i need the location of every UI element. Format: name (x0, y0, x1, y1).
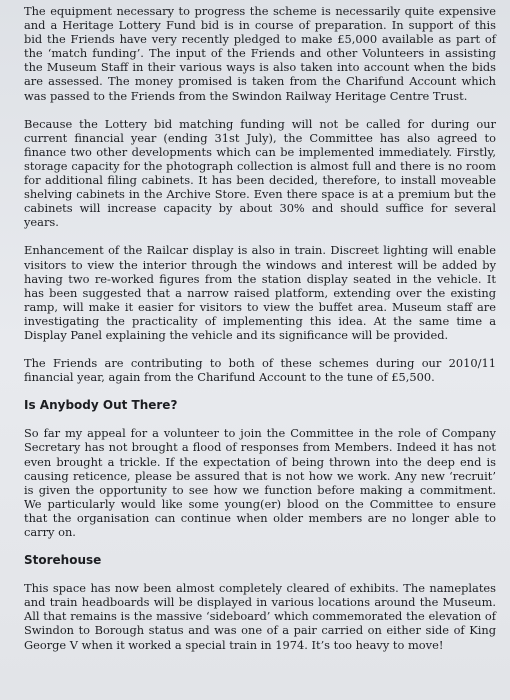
paragraph-company-secretary-appeal: So far my appeal for a volunteer to join the Committee in the role of Company Secretary has not brought a flood of responses from Members. Indeed it has not even brought a trickle. If the expectation of being thrown into the deep end is causing reticence, please be assured that is not how we work. Any new ‘recruit’ is given the opportunity to see how we function before making a commitment. We particularly would like some young(er) blood on the Committee to ensure that the organisation can continue when older members are no longer able to carry on. (24, 426, 496, 539)
section-heading-anybody-out-there: Is Anybody Out There? (24, 398, 178, 413)
paragraph-lottery-bid: The equipment necessary to progress the scheme is necessarily quite expensive and a Heritage Lottery Fund bid is in course of preparation. In support of this bid the Friends have very recently pledged to make £5,000 available as part of the ‘match funding’. The input of the Friends and other Volunteers in assisting the Museum Staff in their various ways is also taken into account when the bids are assessed. The money promised is taken from the Charifund Account which was passed to the Friends from the Swindon Railway Heritage Centre Trust. (24, 4, 496, 103)
paragraph-storehouse: This space has now been almost completely cleared of exhibits. The nameplates and train headboards will be displayed in various locations around the Museum. All that remains is the massive ‘sideboard’ which commemorated the elevation of Swindon to Borough status and was one of a pair carried on either side of King George V when it worked a special train in 1974. It’s too heavy to move! (24, 581, 496, 652)
paragraph-friends-contribution: The Friends are contributing to both of these schemes during our 2010/11 financial year, again from the Charifund Account to the tune of £5,500. (24, 356, 496, 385)
section-heading-storehouse: Storehouse (24, 553, 102, 568)
paragraph-railcar-display: Enhancement of the Railcar display is also in train. Discreet lighting will enable visitors to view the interior through the windows and interest will be added by having two re-worked figures from the station display seated in the vehicle. It has been suggested that a narrow raised platform, extending over the existing ramp, will make it easier for visitors to view the buffet area. Museum staff are investigating the practicality of implementing this idea. At the same time a Display Panel explaining the vehicle and its significance will be provided. (24, 243, 496, 342)
paragraph-financial-year: Because the Lottery bid matching funding will not be called for during our current financial year (ending 31st July), the Committee has also agreed to finance two other developments which can be implemented immediately. Firstly, storage capacity for the photograph collection is almost full and there is no room for additional filing cabinets. It has been decided, therefore, to install moveable shelving cabinets in the Archive Store. Even there space is at a premium but the cabinets will increase capacity by about 30% and should suffice for several years. (24, 116, 496, 230)
